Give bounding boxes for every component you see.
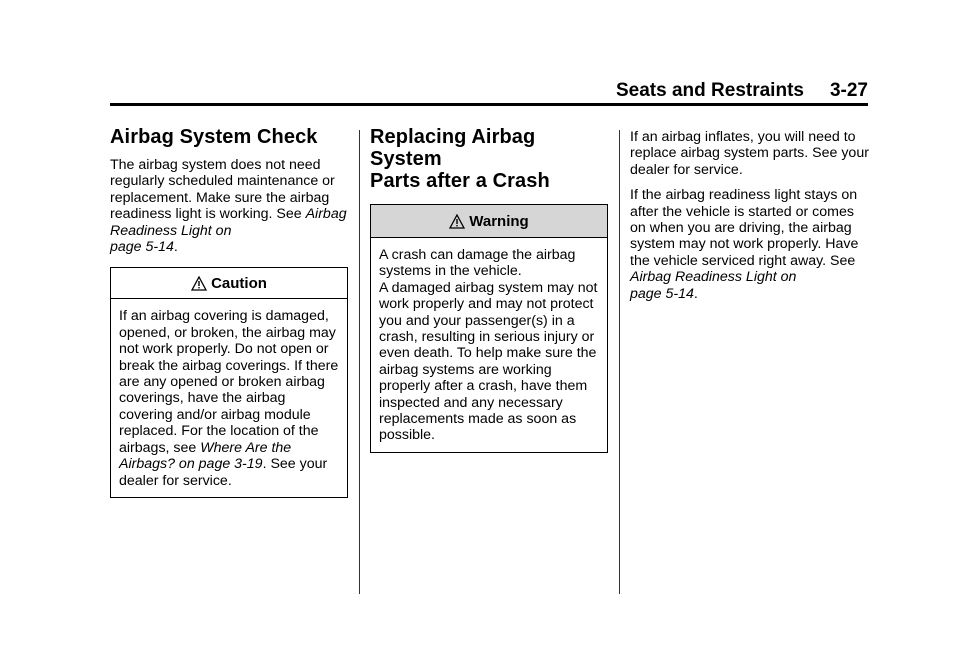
column-middle xyxy=(370,126,608,453)
warning-triangle-icon xyxy=(449,214,465,229)
header-rule xyxy=(110,103,868,106)
column-left xyxy=(110,126,348,498)
body-paragraph: The airbag system does not need regularly scheduled maintenance or replacement. Make sure the airbag readiness light is working. See Airbag Readiness Light on page 5-14. xyxy=(110,157,347,256)
warning-body xyxy=(371,238,607,452)
caution-box xyxy=(110,267,348,497)
section-title: Seats and Restraints xyxy=(616,80,804,101)
cross-reference-link[interactable]: Airbag Readiness Light on xyxy=(110,206,347,239)
warning-text: A crash can damage the airbag systems in the vehicle. xyxy=(379,247,576,280)
warning-label: Warning xyxy=(469,212,529,230)
cross-reference-link[interactable]: Airbag Readiness Light on xyxy=(630,269,797,286)
cross-reference-link[interactable]: page 5-14 xyxy=(110,239,174,256)
cross-reference-link[interactable]: page 5-14 xyxy=(630,285,694,302)
body-paragraph: If an airbag inflates, you will need to replace airbag system parts. See your dealer for service. xyxy=(630,129,869,178)
column-right xyxy=(630,129,870,302)
section-heading: Airbag System Check xyxy=(110,126,318,148)
section-heading: Replacing Airbag System Parts after a Crash xyxy=(370,126,550,192)
column-divider xyxy=(619,130,620,594)
warning-box xyxy=(370,204,608,453)
column-divider xyxy=(359,130,360,594)
cross-reference-link[interactable]: Where Are the Airbags? on page 3-19 xyxy=(119,439,292,473)
warning-text: A damaged airbag system may not work properly and may not protect you and your passenger(s) in a crash, resulting in serious injury or even death. To help make sure the airbag systems are working properly after a crash, have them inspected and any necessary replacements made as soon as possible. xyxy=(379,279,598,444)
page-number: 3-27 xyxy=(829,80,868,101)
body-paragraph: If the airbag readiness light stays on after the vehicle is started or comes on when you are driving, the airbag system may not work properly. Have the vehicle serviced right away. See Airbag Readiness Light on page 5-14. xyxy=(630,187,859,302)
caution-label: Caution xyxy=(211,274,267,292)
caution-body: If an airbag covering is damaged, opened, or broken, the airbag may not work properly. Do not open or break the airbag coverings. If there are any opened or broken airbag coverings, have the airbag covering and/or airbag module replaced. For the location of the airbags, see Where Are the Airbags? on page 3-19. See your dealer for service. xyxy=(119,308,339,489)
warning-triangle-icon xyxy=(191,276,207,291)
warning-header xyxy=(371,205,607,238)
caution-header xyxy=(111,268,347,299)
